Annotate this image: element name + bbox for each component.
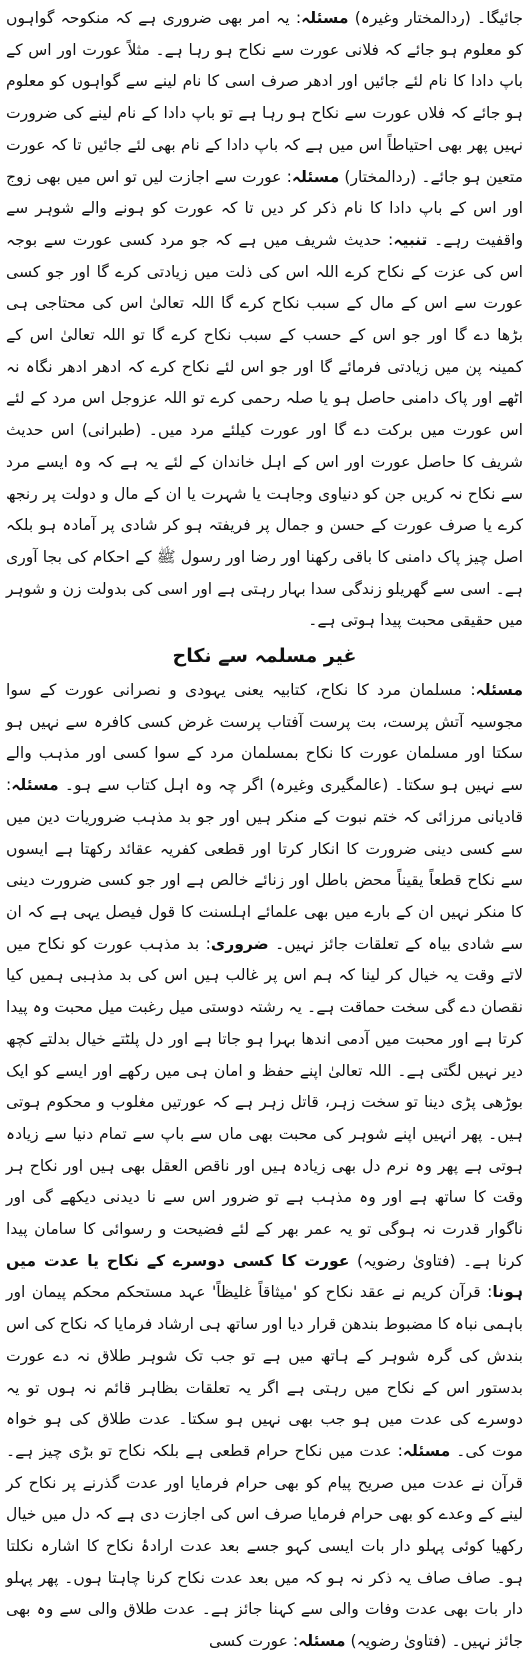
- text-run: : عدت میں نکاح حرام قطعی ہے بلکہ نکاح تو بڑی چیز ہے۔ قرآن نے عدت میں صریح پیام کو بھی حرام فرمایا اور عدت گذرنے پر نکاح کر لینے کے وعدے کو بھی حرام فرمایا صرف اس کی اجازت دی ہے کہ دل میں خیال رکھیا کوئی پہلو دار بات ایسی کہو جسے بعد عدت ارادۂ نکاح کا اشارہ نکلتا ہو۔ صاف صاف یہ ذکر نہ ہو کہ میں بعد عدت نکاح کرنا چاہتا ہوں۔ پھر پہلو دار بات بھی عدت وفات والی سے کہنا جائز ہے۔ عدت طلاق والی سے وہ بھی جائز نہیں۔ (فتاویٰ رضویہ): [6, 1441, 523, 1651]
- keyword-tanbeeh: تنبیہ: [393, 230, 428, 249]
- text-run: : مسلمان مرد کا نکاح، کتابیہ یعنی یہودی و نصرانی عورت کے سوا مجوسیہ آتش پرست، بت پرست آفتاب پرست غرض کسی کافرہ سے نہیں ہو سکتا اور مسلمان عورت کا نکاح بمسلمان مرد کے سوا کسی اور مذہب والے سے نہیں ہو سکتا۔ (عالمگیری وغیرہ) اگر چہ وہ اہل کتاب سے ہو۔: [6, 681, 523, 795]
- text-run: : یہ امر بھی ضروری ہے کہ منکوحہ گواہوں کو معلوم ہو جائے کہ فلانی عورت سے نکاح ہو رہا ہے۔ مثلاً عورت اور اس کے باپ دادا کا نام لئے جائیں اور ادھر صرف اسی کا نام لینے سے گواہوں کو معلوم ہو جائے کہ فلاں عورت سے نکاح ہو رہا ہے تو باپ دادا کے نام لینے کی ضرورت نہیں پھر بھی احتیاطاً اس میں ہے کہ باپ دادا کے نام بھی لئے جائیں تا کہ عورت متعین ہو جائے۔ (ردالمختار): [6, 9, 523, 186]
- keyword-masala: مسئلہ: [298, 1632, 346, 1651]
- section-heading: غیر مسلمہ سے نکاح: [172, 645, 357, 668]
- text-run: : بد مذہب عورت کو نکاح میں لاتے وقت یہ خیال کر لینا کہ ہم اس پر غالب ہیں اس کی بد مذہبی ہمیں کیا نقصان دے گی سخت حماقت ہے۔ یہ رشتہ دوستی میل رغبت میل محبت وہ پیدا کرتا ہے اور محبت میں آدمی اندھا بہرا ہو جاتا ہے اور دل پلٹتے خیال بدلتے کچھ دیر نہیں لگتی ہے۔ اللہ تعالیٰ اپنے حفظ و امان ہی میں رکھے اور ایسے کو ایک بوڑھی پڑی دینا تو سخت زہر، قاتل زہر ہے کہ عورتیں مغلوب و محکوم ہوتی ہیں۔ پھر انہیں اپنے شوہر کی محبت بھی ماں سے باپ سے تمام دنیا سے زیادہ ہوتی ہے پھر وہ نرم دل بھی زیادہ ہیں اور ناقص العقل بھی ہیں اور نکاح ہر وقت کا ساتھ ہے اور وہ مذہب ہے تو ضرور اس سے نا دیدنی دیکھے گی اور ناگوار قدرت نہ ہوگی تو یہ عمر بھر کے لئے فضیحت و رسوائی کا سامان پیدا کرنا ہے۔ (فتاویٰ رضویہ): [6, 934, 523, 1270]
- keyword-masala: مسئلہ: [291, 167, 340, 186]
- text-run: : عورت سے اجازت لیں تو اس میں بھی زوج اور اس کے باپ دادا کا نام ذکر کر دیں تا کہ عورت کو ہونے والے شوہر سے واقفیت رہے۔: [6, 167, 523, 249]
- keyword-masala: مسئلہ: [402, 1441, 451, 1460]
- keyword-zaroori: ضروری: [210, 934, 269, 953]
- text-run: : حدیث شریف میں ہے کہ جو مرد کسی عورت سے بوجہ اس کی عزت کے نکاح کرے اللہ اس کی ذلت میں زیادتی کرے گا اور جو کسی عورت سے اس کے مال کے سبب نکاح کرے گا اللہ تعالیٰ اس کی محتاجی ہی بڑھا دے گا اور جو اس کے حسب کے سبب نکاح کرے گا تو اللہ تعالیٰ اس کے کمینہ پن میں زیادتی فرمائے گا اور جو اس لئے نکاح کرے کہ ادھر ادھر نگاہ نہ اٹھے اور پاک دامنی حاصل ہو یا صلہ رحمی کرے تو اللہ عزوجل اس مرد کے لئے اس عورت میں برکت دے گا اور عورت کیلئے مرد میں۔ (طبرانی) اس حدیث شریف کا حاصل عورت اور اس کے اہل خاندان کے لئے یہ ہے کہ وہ ایسے مرد سے نکاح نہ کریں جن کو دنیاوی وجاہت یا شہرت یا ان کے مال و دولت پر رنجھ کرے یا صرف عورت کے حسن و جمال پر فریفتہ ہو کر شادی پر آمادہ ہو بلکہ اصل چیز پاک دامنی کا باقی رکھنا اور رضا اور رسول ﷺ کے احکام کی بجا آوری ہے۔ اسی سے گھریلو زندگی سدا بہار رہتی ہے اور اسی کی بدولت زن و شوہر میں حقیقی محبت پیدا ہوتی ہے۔: [6, 230, 523, 630]
- text-run: : قادیانی مرزائی کہ ختم نبوت کے منکر ہیں اور جو بد مذہب ضروریات دین میں سے کسی دینی ضرورت کا انکار کرتا اور قطعی کفریہ عقائد رکھتا ہے ایسوں سے نکاح قطعاً یقیناً محض باطل اور زنائے خالص ہے اور جو کسی ضرورت دینی کا منکر نہیں ان کے بارے میں بھی علمائے اہلسنت کا قول فیصل یہی ہے کہ ان سے شادی بیاہ کے تعلقات جائز نہیں۔: [6, 776, 523, 953]
- paragraph-block-top: [6, 3, 523, 637]
- text-run: : قرآن کریم نے عقد نکاح کو 'میثاقاً غلیظاً' عہد مستحکم محکم پیمان اور باہمی نباہ کا مضبوط بندھن قرار دیا اور ساتھ ہی ارشاد فرمایا کہ نکاح کی اس بندش کی گرہ شوہر کے ہاتھ میں ہے تو جب تک شوہر طلاق نہ دے عورت بدستور اس کے نکاح میں رہتی ہے اگر یہ تعلقات بظاہر قائم نہ ہوں تو یہ دوسرے کی عدت میں ہو جب بھی نہیں ہو سکتا۔ عدت طلاق کی ہو خواہ موت کی۔: [6, 1283, 523, 1460]
- paragraph-block-bottom: [6, 675, 523, 1658]
- keyword-masala: مسئلہ: [475, 681, 523, 700]
- keyword-masala: مسئلہ: [11, 776, 59, 795]
- keyword-masala: مسئلہ: [301, 9, 349, 27]
- text-run: : عورت کسی: [209, 1632, 299, 1651]
- subheading-inline: عورت کا کسی دوسرے کے نکاح یا عدت میں ہونا: [6, 1251, 523, 1302]
- text-run: جائیگا۔ (ردالمختار وغیرہ): [354, 9, 523, 27]
